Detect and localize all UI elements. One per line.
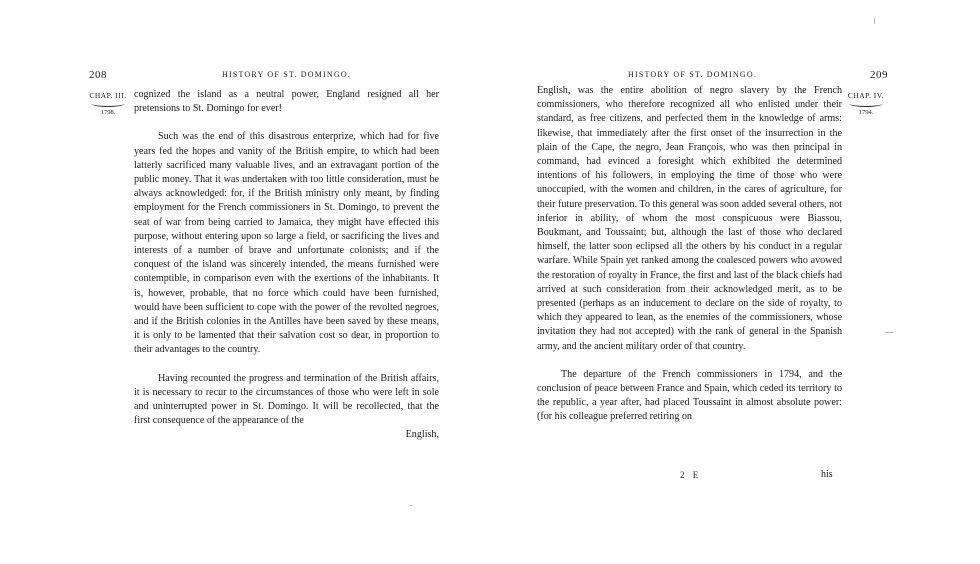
- signature-mark: 2 E: [680, 470, 702, 480]
- scan-artifact: [874, 18, 875, 24]
- page-number: 209: [870, 69, 888, 81]
- paragraph: English, was the entire abolition of negro slavery by the French commissioners, who therefore recognized all who enlisted under their standard, as free citizens, and perfected them in the knowledge of arms: likewise, that immediately after the first onset of the insurrection in the plain of the Cape, the negro, Jean François, who was then principal in command, had evinced a foresight which exhibited the determined intentions of his followers, in employing the time of those who were unoccupied, with the women and children, in the cares of agriculture, for their future preservation. To this general was soon added several others, not inferior in ability, of whom the most conspicuous were Biassou, Boukmant, and Toussaint; but, although the last of those who declared himself, the latter soon eclipsed all the others by his conduct in a regular warfare. While Spain yet ranked among the coalesced powers who avowed the restoration of royalty in France, the first and last of the black chiefs had arrived at such consideration from their acknowledged merit, as to be presented (perhaps as an inducement to declare on the side of royalty, to which they appeared to lean, as the enemies of the commissioners, whose invitation they had not accepted) with the rank of general in the Spanish army, and the ancient military order of that country.: [537, 85, 842, 352]
- body-text: [537, 84, 842, 425]
- paragraph: The departure of the French commissioners in 1794, and the conclusion of peace between France and Spain, which ceded its territory to the republic, a year after, had placed Toussaint in almost absolute power: (for his colleague preferred retiring on: [537, 368, 842, 423]
- catchword: his: [821, 469, 833, 480]
- page-number: 208: [89, 69, 107, 81]
- margin-year: 1798.: [100, 108, 116, 116]
- running-head: HISTORY OF ST. DOMINGO.: [628, 70, 758, 79]
- brace-icon: [849, 100, 883, 107]
- margin-chapter: CHAP. III.: [89, 91, 127, 100]
- scan-artifact: [410, 505, 412, 506]
- margin-note: [86, 92, 130, 116]
- paragraph: Having recounted the progress and termination of the British affairs, it is necessary to recur to the circumstances of those who were left in sole and uninterrupted power in St. Domingo. It will be recollected, that the first consequence of the appearance of the: [134, 372, 439, 427]
- scan-artifact: [885, 332, 893, 333]
- margin-note: [844, 92, 888, 116]
- margin-year: 1794.: [858, 108, 874, 116]
- brace-icon: [91, 100, 125, 107]
- running-head: HISTORY OF ST. DOMINGO.: [222, 70, 352, 79]
- margin-chapter: CHAP. IV.: [847, 91, 885, 100]
- paragraph: cognized the island as a neutral power, England resigned all her pretensions to St. Domingo for ever!: [134, 89, 439, 115]
- paragraph: Such was the end of this disastrous enterprize, which had for five years fed the hopes and vanity of the British empire, to which had been latterly sacrificed many valuable lives, and an extravagant portion of the public money. That it was undertaken with too little consideration, must be always acknowledged: for, if the British ministry only meant, by finding employment for the French commissioners in St. Domingo, to prevent the seat of war from being carried to Jamaica, they might have effected this purpose, without entering upon so large a field, or sacrificing the lives and interests of a number of brave and unfortunate colonists; and if the conquest of the island was sincerely intended, the means furnished were contemptible, in comparison even with the exertions of the inhabitants. It is, however, probable, that no force which could have been furnished, would have been sufficient to cope with the power of the revolted negroes, and if the British colonies in the Antilles have been saved by these means, it is only to be lamented that their salvation cost so dear, in proportion to their advantages to the country.: [134, 131, 439, 356]
- body-text: [134, 88, 439, 443]
- right-page: [490, 0, 980, 564]
- catchword: English,: [405, 429, 439, 441]
